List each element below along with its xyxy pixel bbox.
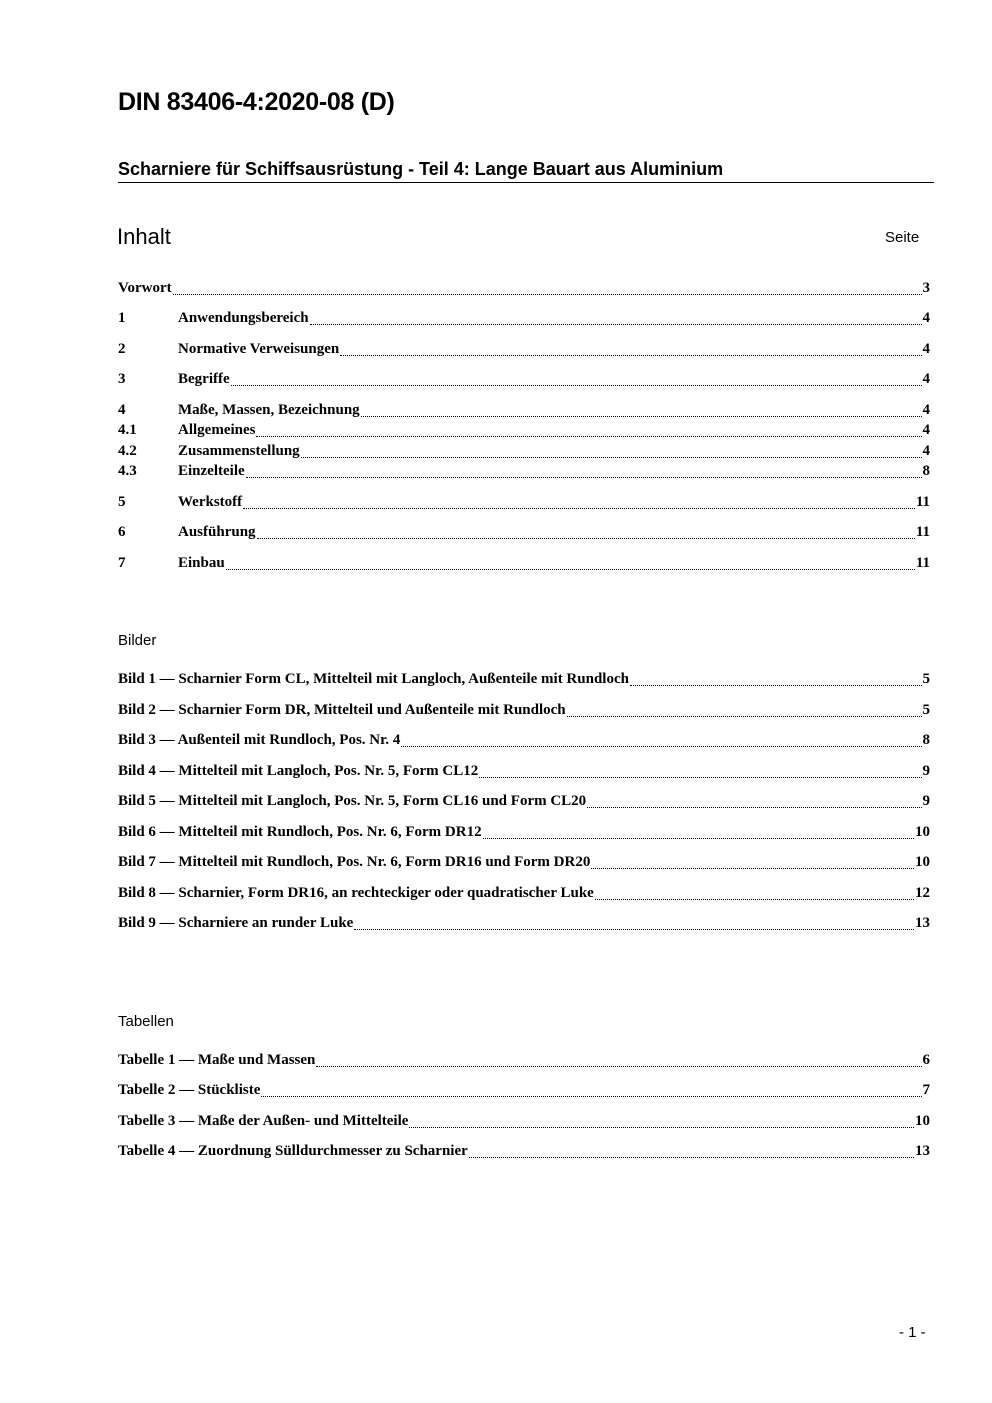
toc-entry-page: 5 — [922, 702, 930, 718]
toc-entry-page: 8 — [922, 732, 930, 748]
toc-entry-page: 8 — [922, 463, 930, 479]
toc-entry-number: 4 — [118, 402, 126, 418]
toc-entry[interactable] — [118, 443, 930, 463]
toc-entry-page: 11 — [915, 494, 930, 510]
toc-entry[interactable] — [118, 524, 930, 544]
toc-entry-number: 4.3 — [118, 463, 137, 479]
toc-entry-title: Werkstoff — [178, 494, 243, 510]
toc-entry[interactable] — [118, 422, 930, 442]
dot-leader — [595, 898, 914, 900]
figures-heading: Bilder — [118, 632, 157, 649]
toc-entry-title: Einzelteile — [178, 463, 245, 479]
page-number: - 1 - — [899, 1324, 926, 1341]
toc-entry-page: 9 — [922, 793, 930, 809]
toc-entry[interactable] — [118, 1052, 930, 1072]
dot-leader — [361, 415, 922, 417]
toc-entry-page: 13 — [915, 1143, 930, 1159]
document-title: DIN 83406-4:2020-08 (D) — [118, 88, 395, 116]
dot-leader — [243, 507, 915, 509]
toc-entry-number: 5 — [118, 494, 126, 510]
dot-leader — [173, 293, 922, 295]
toc-entry-title: Begriffe — [178, 371, 230, 387]
toc-entry[interactable] — [118, 371, 930, 391]
toc-entry-title: Bild 1 — Scharnier Form CL, Mittelteil mit Langloch, Außenteile mit Rundloch — [118, 671, 629, 687]
toc-entry-number: 3 — [118, 371, 126, 387]
toc-entry[interactable] — [118, 702, 930, 722]
toc-entry-page: 4 — [922, 310, 930, 326]
toc-entry-number: 6 — [118, 524, 126, 540]
dot-leader — [354, 928, 914, 930]
toc-entry-page: 7 — [922, 1082, 930, 1098]
toc-entry-title: Normative Verweisungen — [178, 341, 340, 357]
dot-leader — [567, 715, 922, 717]
dot-leader — [310, 323, 922, 325]
toc-entry-title: Tabelle 1 — Maße und Massen — [118, 1052, 316, 1068]
dot-leader — [587, 806, 921, 808]
toc-entry[interactable] — [118, 915, 930, 935]
dot-leader — [469, 1156, 914, 1158]
toc-entry-number: 1 — [118, 310, 126, 326]
toc-entry-page: 13 — [915, 915, 930, 931]
toc-entry-page: 10 — [915, 1113, 930, 1129]
toc-entry-title: Vorwort — [118, 280, 172, 296]
toc-entry[interactable] — [118, 732, 930, 752]
toc-entry[interactable] — [118, 763, 930, 783]
dot-leader — [479, 776, 921, 778]
toc-entry[interactable] — [118, 280, 930, 300]
page-column-label: Seite — [885, 229, 920, 246]
toc-entry-title: Tabelle 2 — Stückliste — [118, 1082, 261, 1098]
toc-entry-title: Maße, Massen, Bezeichnung — [178, 402, 360, 418]
toc-entry-page: 10 — [915, 824, 930, 840]
tables-heading: Tabellen — [118, 1013, 174, 1030]
toc-entry-page: 4 — [922, 402, 930, 418]
toc-entry[interactable] — [118, 310, 930, 330]
toc-entry-title: Tabelle 3 — Maße der Außen- und Mittelteile — [118, 1113, 409, 1129]
dot-leader — [301, 456, 922, 458]
dot-leader — [340, 354, 921, 356]
toc-entry-page: 3 — [922, 280, 930, 296]
toc-entry-number: 4.1 — [118, 422, 137, 438]
toc-entry[interactable] — [118, 824, 930, 844]
dot-leader — [630, 684, 922, 686]
toc-entry-page: 5 — [922, 671, 930, 687]
toc-entry-page: 11 — [915, 555, 930, 571]
toc-entry[interactable] — [118, 1082, 930, 1102]
toc-entry-title: Einbau — [178, 555, 225, 571]
toc-entry-title: Bild 5 — Mittelteil mit Langloch, Pos. Nr. 5, Form CL16 und Form CL20 — [118, 793, 587, 809]
toc-entry-title: Bild 8 — Scharnier, Form DR16, an rechteckiger oder quadratischer Luke — [118, 885, 594, 901]
toc-entry-title: Anwendungsbereich — [178, 310, 309, 326]
document-subtitle: Scharniere für Schiffsausrüstung - Teil 4: Lange Bauart aus Aluminium — [118, 159, 934, 183]
dot-leader — [409, 1126, 914, 1128]
toc-entry-title: Bild 3 — Außenteil mit Rundloch, Pos. Nr. 4 — [118, 732, 401, 748]
toc-entry-title: Allgemeines — [178, 422, 256, 438]
toc-entry-title: Bild 2 — Scharnier Form DR, Mittelteil und Außenteile mit Rundloch — [118, 702, 566, 718]
toc-entry[interactable] — [118, 494, 930, 514]
dot-leader — [316, 1065, 921, 1067]
toc-entry-number: 7 — [118, 555, 126, 571]
toc-entry-number: 2 — [118, 341, 126, 357]
toc-entry[interactable] — [118, 793, 930, 813]
toc-entry[interactable] — [118, 885, 930, 905]
dot-leader — [591, 867, 914, 869]
toc-entry-title: Bild 9 — Scharniere an runder Luke — [118, 915, 354, 931]
toc-entry-title: Bild 7 — Mittelteil mit Rundloch, Pos. Nr. 6, Form DR16 und Form DR20 — [118, 854, 591, 870]
dot-leader — [256, 435, 921, 437]
dot-leader — [231, 384, 922, 386]
toc-entry-title: Bild 6 — Mittelteil mit Rundloch, Pos. Nr. 6, Form DR12 — [118, 824, 482, 840]
dot-leader — [246, 476, 922, 478]
toc-entry[interactable] — [118, 854, 930, 874]
toc-heading: Inhalt — [117, 224, 171, 249]
toc-entry-page: 6 — [922, 1052, 930, 1068]
dot-leader — [401, 745, 921, 747]
toc-entry-page: 4 — [922, 341, 930, 357]
toc-entry-title: Zusammenstellung — [178, 443, 300, 459]
toc-entry[interactable] — [118, 671, 930, 691]
toc-entry-page: 12 — [915, 885, 930, 901]
dot-leader — [226, 568, 915, 570]
toc-entry[interactable] — [118, 1113, 930, 1133]
toc-entry-page: 4 — [922, 443, 930, 459]
dot-leader — [257, 537, 915, 539]
toc-entry-page: 11 — [915, 524, 930, 540]
toc-entry-page: 4 — [922, 422, 930, 438]
toc-entry-page: 10 — [915, 854, 930, 870]
toc-entry[interactable] — [118, 463, 930, 483]
toc-entry[interactable] — [118, 402, 930, 422]
dot-leader — [483, 837, 914, 839]
toc-entry-title: Ausführung — [178, 524, 256, 540]
toc-entry-number: 4.2 — [118, 443, 137, 459]
toc-entry-page: 4 — [922, 371, 930, 387]
toc-entry-title: Bild 4 — Mittelteil mit Langloch, Pos. Nr. 5, Form CL12 — [118, 763, 479, 779]
toc-entry[interactable] — [118, 555, 930, 575]
toc-entry[interactable] — [118, 1143, 930, 1163]
toc-entry-page: 9 — [922, 763, 930, 779]
toc-entry[interactable] — [118, 341, 930, 361]
dot-leader — [261, 1095, 921, 1097]
toc-entry-title: Tabelle 4 — Zuordnung Sülldurchmesser zu Scharnier — [118, 1143, 468, 1159]
